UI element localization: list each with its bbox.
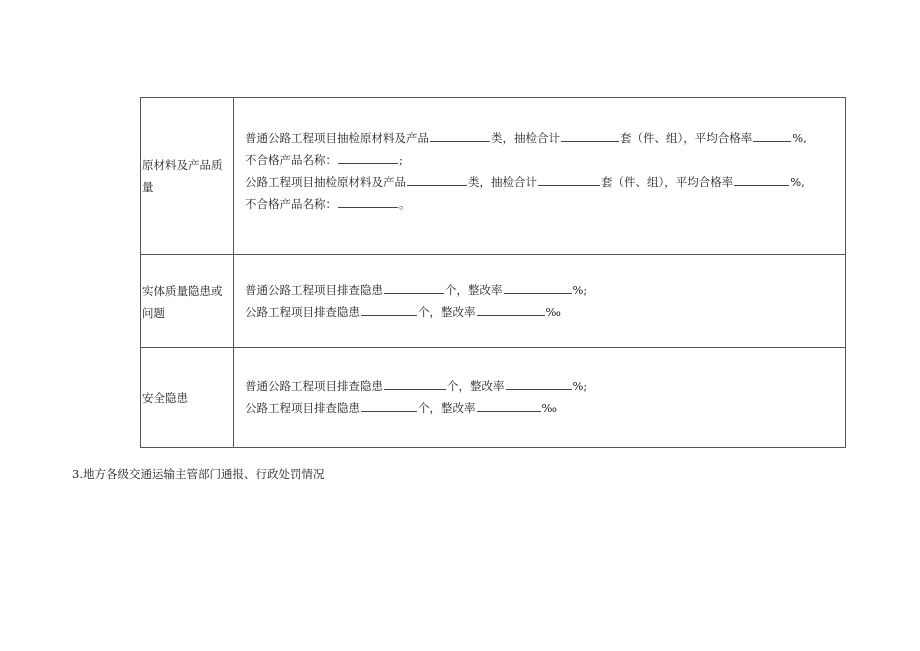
row-label <box>141 255 234 348</box>
fill-blank[interactable] <box>338 150 398 164</box>
fill-blank[interactable] <box>477 302 545 316</box>
row-content <box>245 279 841 323</box>
row-label <box>141 98 234 254</box>
row-label <box>141 348 234 447</box>
row-content <box>245 375 841 419</box>
content-line: 普通公路工程项目抽检原材料及产品 类，抽检合计 套（件、组），平均合格率 %, <box>245 127 841 149</box>
report-table <box>140 97 846 448</box>
content-line: 普通公路工程项目排查隐患 个，整改率 %; <box>245 375 841 397</box>
fill-blank[interactable] <box>338 194 398 208</box>
content-line: 公路工程项目排查隐患 个，整改率 ‰ <box>245 301 841 323</box>
fill-blank[interactable] <box>407 172 467 186</box>
row-label-line: 问题 <box>142 305 165 320</box>
table-row-safety <box>141 347 845 447</box>
row-content <box>245 127 841 215</box>
fill-blank[interactable] <box>430 128 490 142</box>
table-row-hazards <box>141 254 845 348</box>
content-line: 不合格产品名称： ; <box>245 149 841 171</box>
fill-blank[interactable] <box>506 376 572 390</box>
fill-blank[interactable] <box>734 172 789 186</box>
content-line: 公路工程项目抽检原材料及产品 类，抽检合计 套（件、组），平均合格率 %, <box>245 171 841 193</box>
section-heading: 3.地方各级交通运输主管部门通报、行政处罚情况 <box>72 467 325 481</box>
content-line: 普通公路工程项目排查隐患 个，整改率 %; <box>245 279 841 301</box>
fill-blank[interactable] <box>361 398 417 412</box>
fill-blank[interactable] <box>753 128 791 142</box>
table-row-materials <box>141 98 845 254</box>
fill-blank[interactable] <box>538 172 600 186</box>
row-label-line: 实体质量隐患或 <box>142 283 223 298</box>
content-line: 公路工程项目排查隐患 个，整改率 ‰ <box>245 397 841 419</box>
fill-blank[interactable] <box>361 302 417 316</box>
fill-blank[interactable] <box>504 280 572 294</box>
row-label-line: 安全隐患 <box>142 390 188 405</box>
fill-blank[interactable] <box>384 376 446 390</box>
row-label-line: 量 <box>142 180 154 194</box>
row-label-line: 原材料及产品质 <box>142 158 223 172</box>
fill-blank[interactable] <box>384 280 444 294</box>
fill-blank[interactable] <box>561 128 619 142</box>
fill-blank[interactable] <box>477 398 541 412</box>
content-line: 不合格产品名称： 。 <box>245 193 841 215</box>
